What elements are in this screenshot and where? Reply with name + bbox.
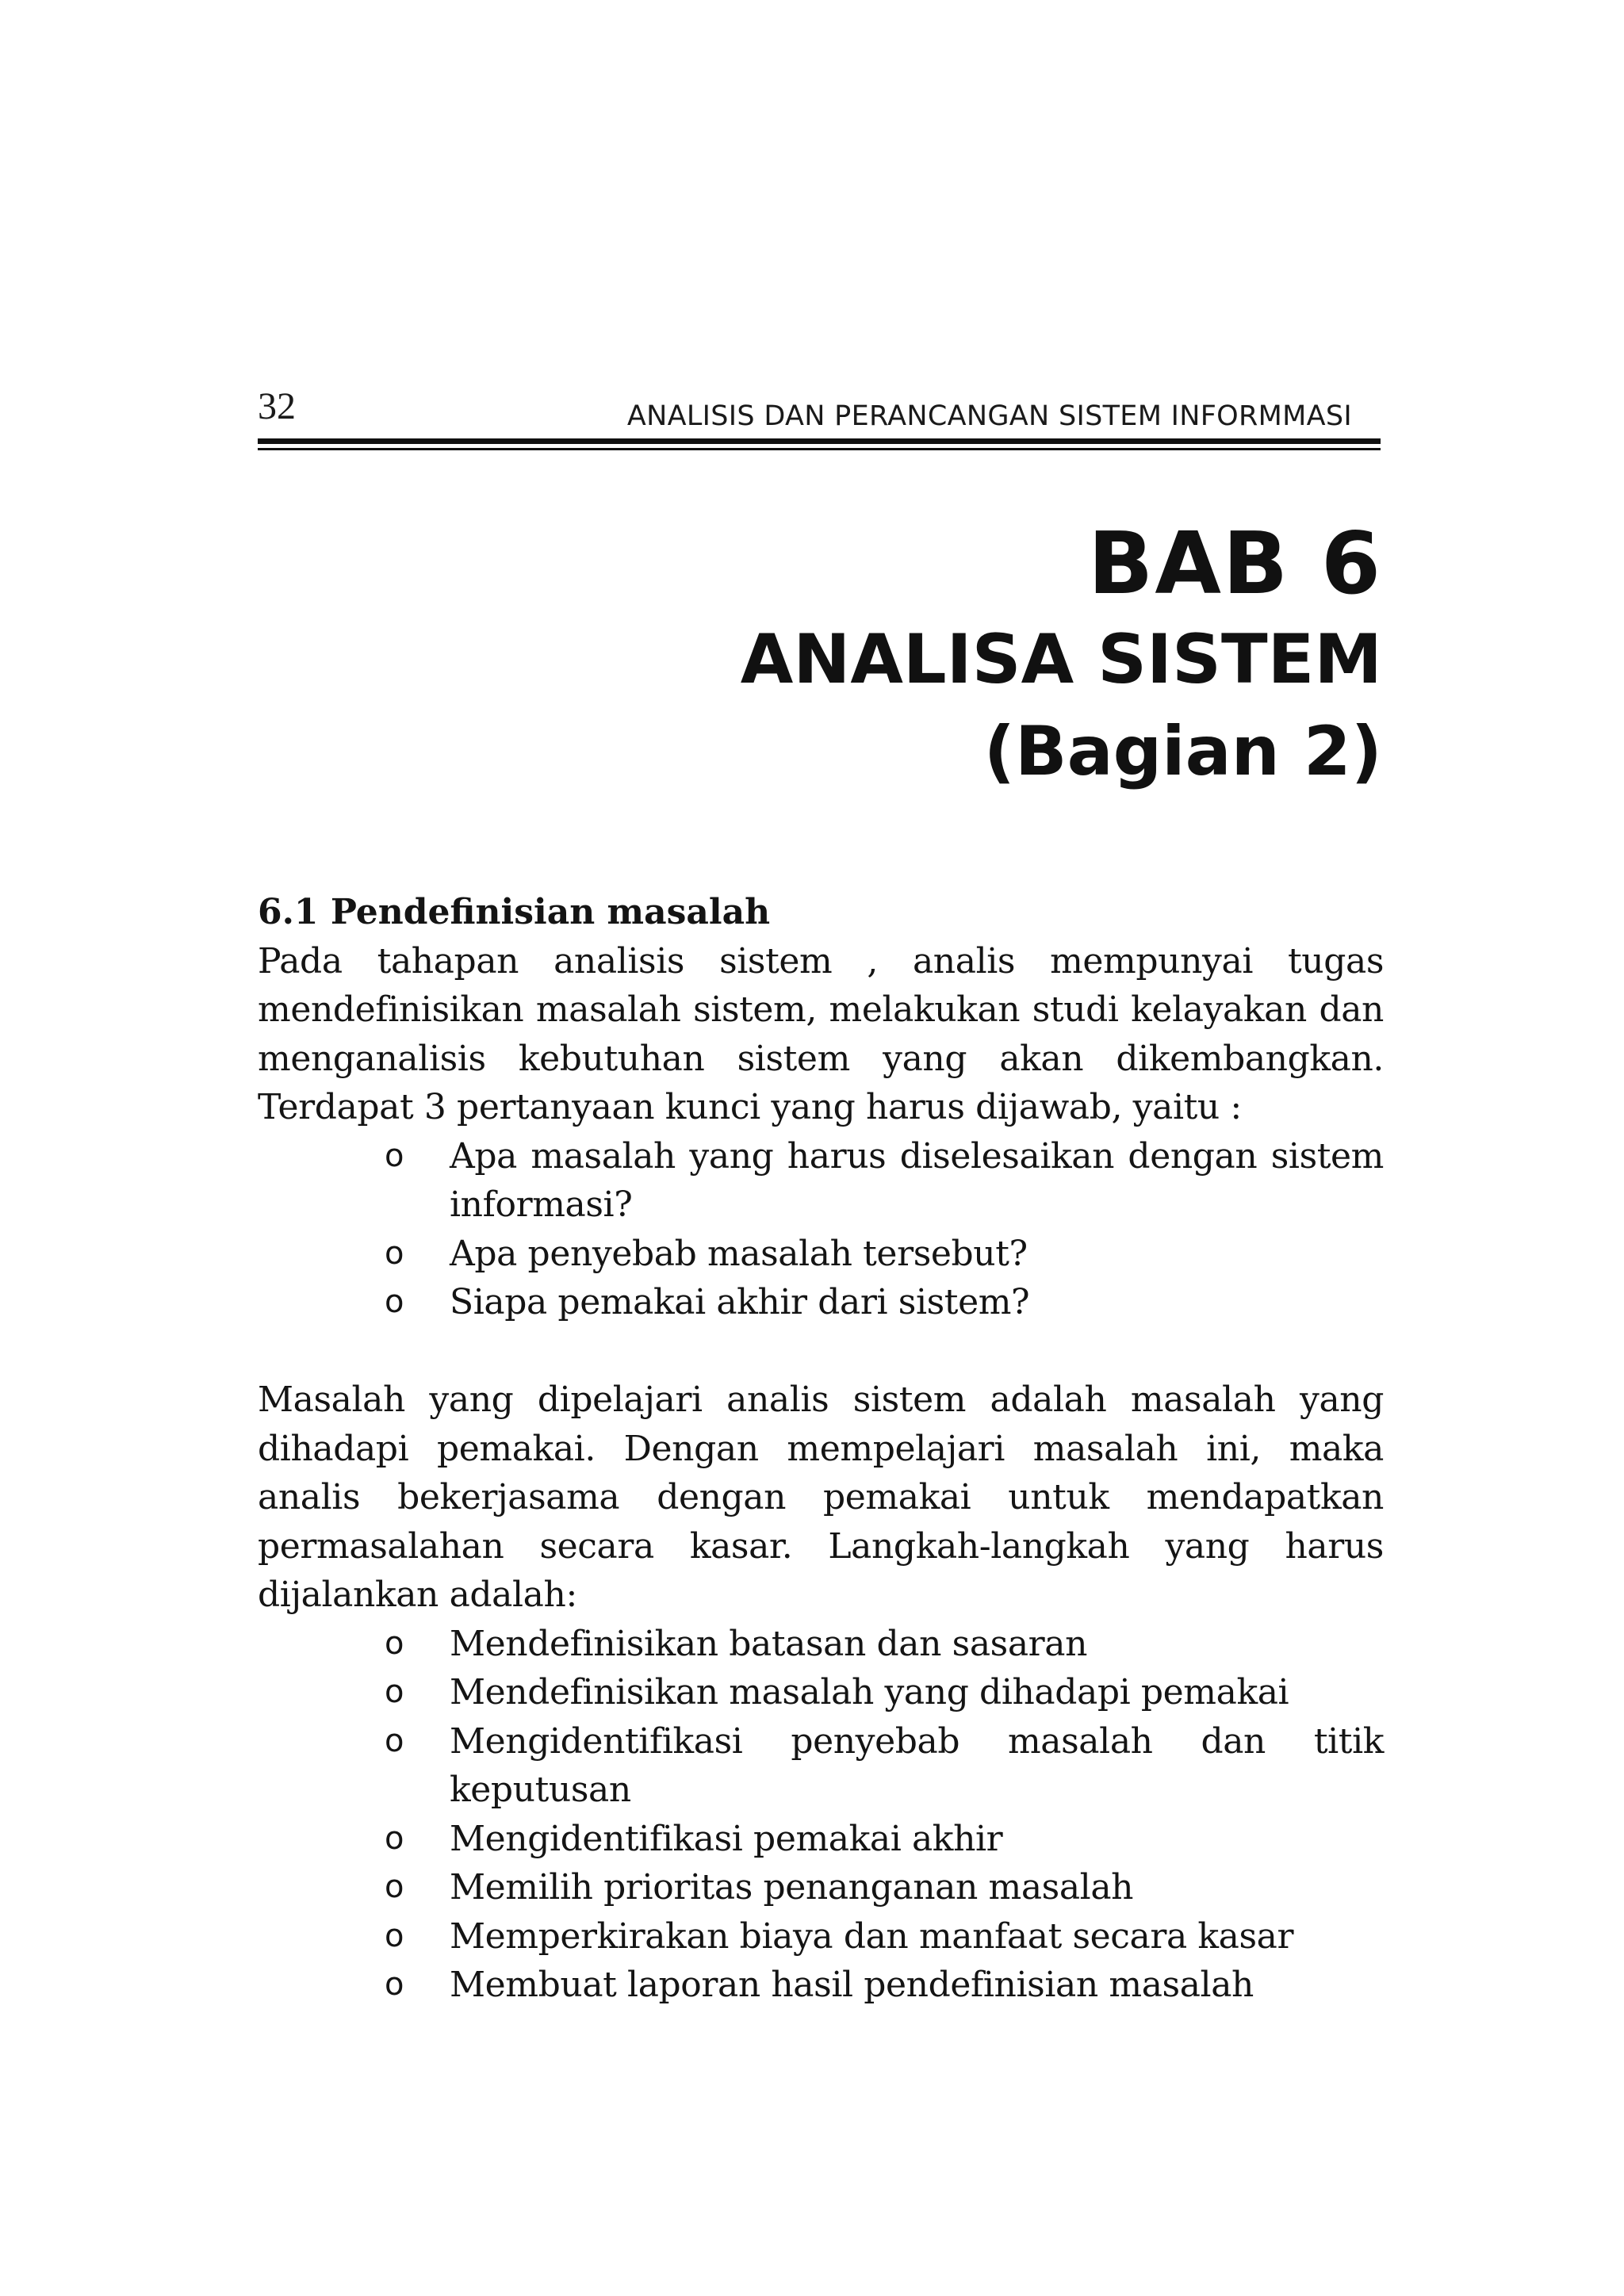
list-item-text: Mengidentifikasi penyebab masalah dan titik keputusan xyxy=(450,1720,1384,1810)
chapter-title: ANALISA SISTEM xyxy=(740,620,1382,699)
header-rule-thin xyxy=(258,448,1381,450)
bullet-marker: o xyxy=(385,1917,404,1954)
list-item xyxy=(258,1620,1384,1669)
bullet-marker: o xyxy=(385,1869,404,1905)
list-item-text: Mendefinisikan masalah yang dihadapi pemakai xyxy=(450,1672,1289,1712)
page-header xyxy=(258,385,1381,456)
chapter-subtitle: (Bagian 2) xyxy=(983,712,1382,791)
body-paragraph: Masalah yang dipelajari analis sistem adalah masalah yang dihadapi pemakai. Dengan mempelajari masalah ini, maka analis bekerjasama dengan pemakai untuk mendapatkan permasalahan secara kasar. Langkah-langkah yang harus dijalankan adalah: xyxy=(258,1380,1384,1615)
bullet-marker: o xyxy=(385,1820,404,1857)
paragraph-spacer xyxy=(258,1327,1384,1376)
section-heading: 6.1 Pendefinisian masalah xyxy=(258,892,771,932)
list-item-text: Mendefinisikan batasan dan sasaran xyxy=(450,1623,1088,1664)
bullet-marker: o xyxy=(385,1674,404,1710)
bullet-marker: o xyxy=(385,1137,404,1174)
bullet-marker: o xyxy=(385,1284,404,1320)
list-item-text: Mengidentifikasi pemakai akhir xyxy=(450,1818,1003,1859)
steps-list xyxy=(258,1620,1384,2010)
header-rule-thick xyxy=(258,438,1381,444)
list-item-text: Apa masalah yang harus diselesaikan dengan sistem informasi? xyxy=(450,1135,1384,1225)
bullet-marker: o xyxy=(385,1722,404,1759)
list-item xyxy=(258,1132,1384,1230)
section-content xyxy=(258,888,1384,2010)
chapter-number: BAB 6 xyxy=(1088,515,1382,614)
list-item xyxy=(258,1912,1384,1961)
chapter-heading xyxy=(741,515,1382,798)
running-title: ANALISIS DAN PERANCANGAN SISTEM INFORMMASI xyxy=(626,400,1352,432)
list-item xyxy=(258,1278,1384,1327)
list-item-text: Apa penyebab masalah tersebut? xyxy=(450,1233,1028,1274)
bullet-marker: o xyxy=(385,1966,404,2003)
list-item-text: Memperkirakan biaya dan manfaat secara kasar xyxy=(450,1915,1294,1957)
page-number: 32 xyxy=(258,385,296,427)
list-item-text: Siapa pemakai akhir dari sistem? xyxy=(450,1282,1030,1322)
list-item-text: Memilih prioritas penanganan masalah xyxy=(450,1867,1134,1908)
key-questions-list xyxy=(258,1132,1384,1327)
bullet-marker: o xyxy=(385,1234,404,1272)
intro-paragraph: Pada tahapan analisis sistem , analis mempunyai tugas mendefinisikan masalah sistem, melakukan studi kelayakan dan menganalisis kebutuhan sistem yang akan dikembangkan. Terdapat 3 pertanyaan kunci yang harus dijawab, yaitu : xyxy=(258,940,1384,1127)
list-item xyxy=(258,1863,1384,1912)
list-item xyxy=(258,1961,1384,2010)
list-item xyxy=(258,1230,1384,1279)
list-item-text: Membuat laporan hasil pendefinisian masalah xyxy=(450,1965,1254,2005)
list-item xyxy=(258,1717,1384,1815)
bullet-marker: o xyxy=(385,1624,404,1662)
list-item xyxy=(258,1668,1384,1717)
list-item xyxy=(258,1815,1384,1864)
